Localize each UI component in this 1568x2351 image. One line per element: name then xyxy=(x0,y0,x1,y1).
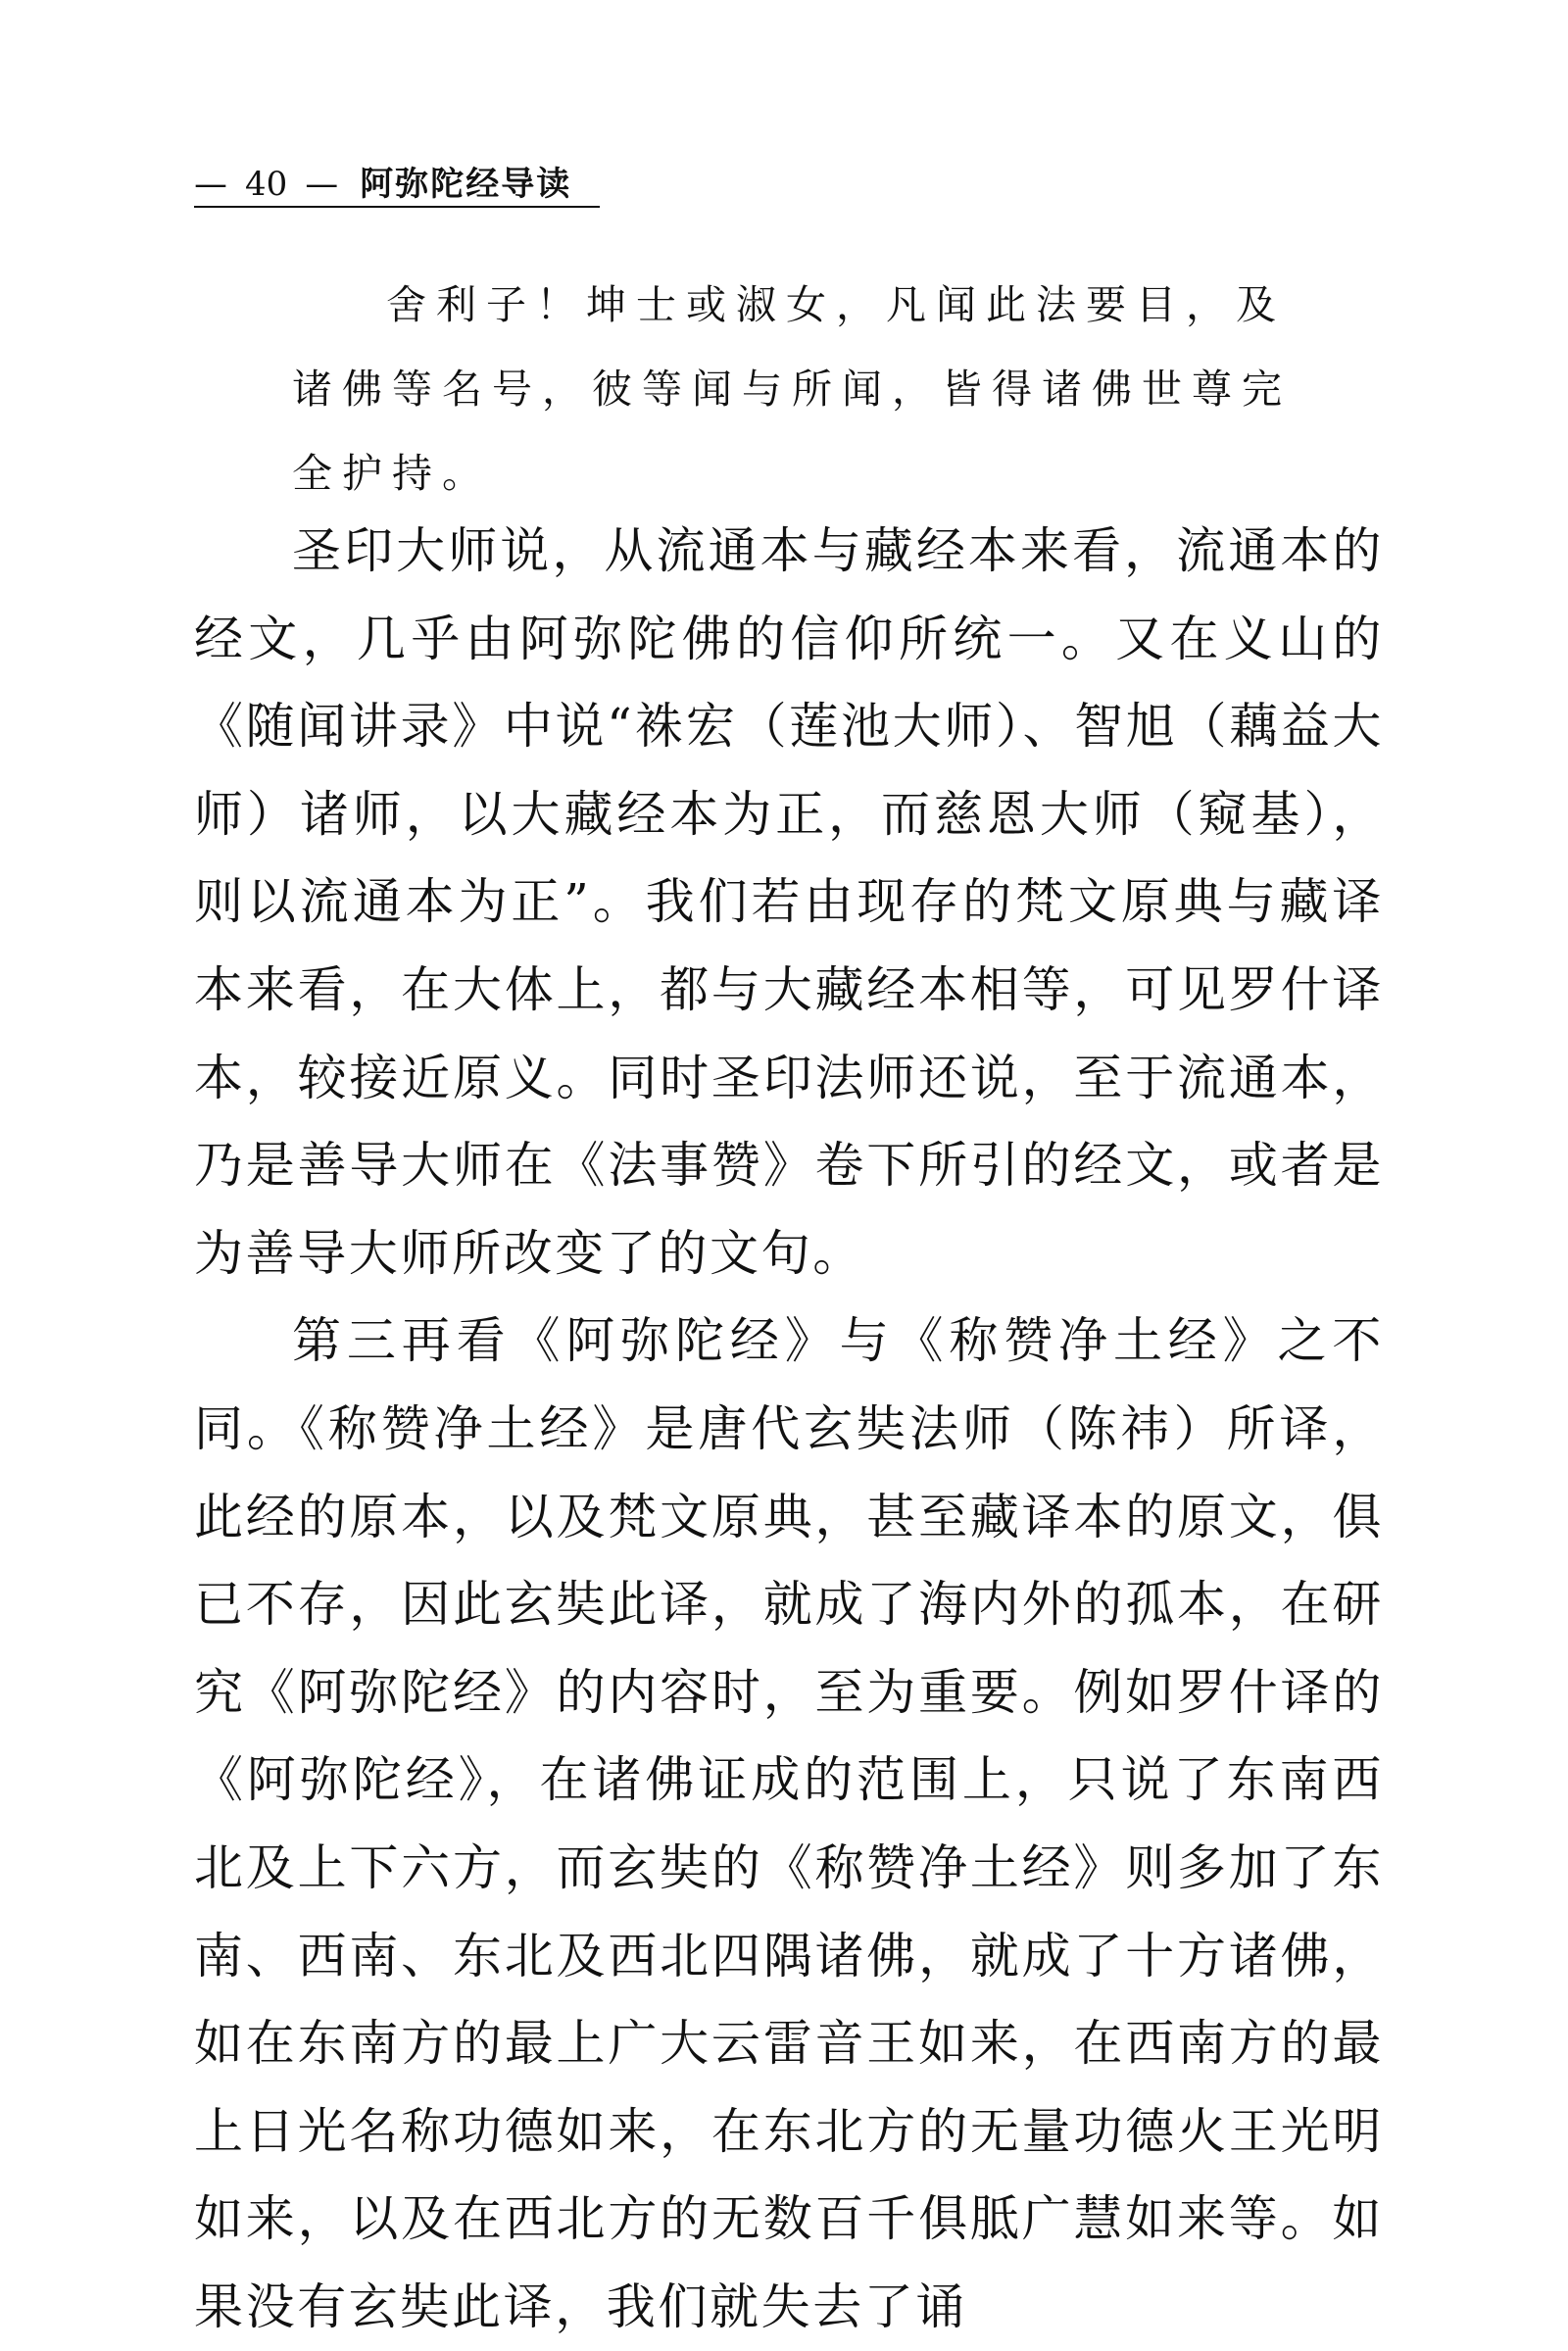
running-head xyxy=(194,157,571,205)
body-text xyxy=(194,508,1384,2351)
paragraph: 第三再看《阿弥陀经》与《称赞净土经》之不同。《称赞净土经》是唐代玄奘法师（陈祎）所译，此经的原本，以及梵文原典，甚至藏译本的原文，俱已不存，因此玄奘此译，就成了海内外的孤本，在研究《阿弥陀经》的内容时，至为重要。例如罗什译的《阿弥陀经》，在诸佛证成的范围上，只说了东南西北及上下六方，而玄奘的《称赞净土经》则多加了东南、西南、东北及西北四隅诸佛，就成了十方诸佛，如在东南方的最上广大云雷音王如来，在西南方的最上日光名称功德如来，在东北方的无量功德火王光明如来，以及在西北方的无数百千俱胝广慧如来等。如果没有玄奘此译，我们就失去了诵 xyxy=(194,1312,1384,2335)
header-dash-left: — xyxy=(194,165,227,204)
book-title: 阿弥陀经导读 xyxy=(360,165,572,204)
header-dash-right: — xyxy=(305,165,339,204)
page-number: 40 xyxy=(245,165,288,204)
header-rule xyxy=(194,206,600,208)
scripture-quote xyxy=(292,263,1296,515)
quote-text: 舍利子！坤士或淑女，凡闻此法要目，及诸佛等名号，彼等闻与所闻，皆得诸佛世尊完全护持。 xyxy=(292,281,1292,497)
paragraph: 圣印大师说，从流通本与藏经本来看，流通本的经文，几乎由阿弥陀佛的信仰所统一。又在义山的《随闻讲录》中说“袾宏（莲池大师）、智旭（藕益大师）诸师，以大藏经本为正，而慈恩大师（窥基），则以流通本为正”。我们若由现存的梵文原典与藏译本来看，在大体上，都与大藏经本相等，可见罗什译本，较接近原义。同时圣印法师还说，至于流通本，乃是善导大师在《法事赞》卷下所引的经文，或者是为善导大师所改变了的文句。 xyxy=(194,522,1384,1282)
